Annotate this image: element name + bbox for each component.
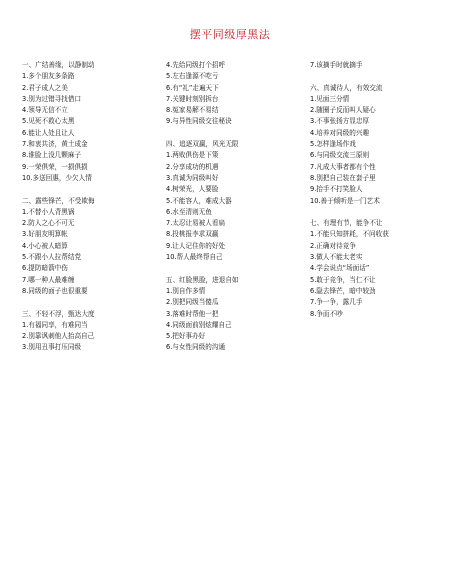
list-item: 5.不跟小人拉帮结党 xyxy=(22,253,82,262)
list-item: 9.让人记住你的好处 xyxy=(166,241,226,250)
list-item: 8.冤家易解不易结 xyxy=(166,106,219,115)
section-heading: 三、不轻不浮，甄达大度 xyxy=(22,309,95,318)
spacer xyxy=(22,297,162,308)
list-item: 8.同级的面子也很重要 xyxy=(22,286,88,295)
list-item: 3.别用丑事打压同级 xyxy=(22,343,82,352)
list-item: 7.凡成大事者都有个性 xyxy=(310,162,376,171)
list-item: 8.争而不吵 xyxy=(310,309,343,318)
list-item: 3.真诚为同级叫好 xyxy=(166,173,219,182)
list-item: 1.多个朋友多条路 xyxy=(22,72,75,81)
list-item: 8.别把自己装在套子里 xyxy=(310,173,376,182)
spacer xyxy=(22,184,162,195)
list-item: 7.哪一种人最难缠 xyxy=(22,275,75,284)
list-item: 2.正确对待竞争 xyxy=(310,241,356,250)
spacer xyxy=(310,207,450,218)
list-item: 4.领导无信不立 xyxy=(22,106,68,115)
list-item: 1.两败俱伤是下策 xyxy=(166,151,219,160)
list-item: 7.和衷共济，黄土成金 xyxy=(22,140,88,149)
list-item: 6.与女性同级的沟通 xyxy=(166,343,226,352)
list-item: 3.做人不能太老实 xyxy=(310,253,363,262)
list-item: 8.投桃报李求双赢 xyxy=(166,230,219,239)
list-item: 1.别自作多情 xyxy=(166,286,206,295)
list-item: 4.培养对同级的兴趣 xyxy=(310,128,370,137)
list-item: 4.同级面前别炫耀自己 xyxy=(166,320,232,329)
section-heading: 二、露些锋芒，不受欺侮 xyxy=(22,196,95,205)
list-item: 4.树荣光，人要脸 xyxy=(166,185,219,194)
list-item: 10.善于倾听是一门艺术 xyxy=(310,196,380,205)
list-item: 7.争一争，露几手 xyxy=(310,298,363,307)
list-item: 3.落难时帮他一把 xyxy=(166,309,219,318)
list-item: 7.该摘手时就摘手 xyxy=(310,61,363,69)
list-item: 5.把好事办好 xyxy=(166,332,206,341)
list-item: 6.隐去锋芒，暗中较劲 xyxy=(310,286,376,295)
list-item: 1.有福同享，有难同当 xyxy=(22,320,88,329)
section-heading: 一、广结善缘，以静制动 xyxy=(22,61,95,69)
section-heading: 六、真诚待人，有效交流 xyxy=(310,83,383,92)
column-middle xyxy=(166,60,306,354)
spacer xyxy=(310,71,450,82)
column-left xyxy=(22,60,162,354)
spacer xyxy=(166,128,306,139)
list-item: 10.多送回惠，少欠人情 xyxy=(22,173,92,182)
section-heading: 四、追逐双赢，风光无限 xyxy=(166,140,239,149)
list-item: 5.不能容人，难成大器 xyxy=(166,196,232,205)
list-item: 6.有“礼”走遍天下 xyxy=(166,83,219,92)
list-item: 3.好朋友明算帐 xyxy=(22,230,68,239)
list-item: 6.能让人处且让人 xyxy=(22,128,75,137)
list-item: 8.谁脸上没几颗麻子 xyxy=(22,151,82,160)
list-item: 5.见死不救心太黑 xyxy=(22,117,75,126)
list-item: 3.别为过错寻找借口 xyxy=(22,94,82,103)
spacer xyxy=(166,263,306,274)
list-item: 3.不事张扬方显忠厚 xyxy=(310,117,370,126)
list-item: 4.先给同级打个招呼 xyxy=(166,61,226,69)
list-item: 2.防人之心不可无 xyxy=(22,219,75,228)
list-item: 1.见面三分情 xyxy=(310,94,350,103)
list-item: 2.分享成功的机遇 xyxy=(166,162,219,171)
list-item: 6.水至清则无鱼 xyxy=(166,207,212,216)
list-item: 9.与异性同级交往秘诀 xyxy=(166,117,232,126)
list-item: 6.提防暗箭中伤 xyxy=(22,264,68,273)
list-item: 10.帮人最终帮自己 xyxy=(166,253,223,262)
list-item: 5.敢于竞争，当仁不让 xyxy=(310,275,376,284)
section-heading: 七、有理有节，能争不让 xyxy=(310,219,383,228)
list-item: 9.抬手不打笑脸人 xyxy=(310,185,363,194)
list-item: 7.关键时刻别拆台 xyxy=(166,94,219,103)
list-item: 7.太忍让易被人看扁 xyxy=(166,219,226,228)
list-item: 1.不替小人背黑锅 xyxy=(22,207,75,216)
list-item: 5.左右逢源不吃亏 xyxy=(166,72,219,81)
list-item: 2.别把同级当傻瓜 xyxy=(166,298,219,307)
section-heading: 五、红脸黑脸，进退自如 xyxy=(166,275,239,284)
document-title: 摆平同级厚黑法 xyxy=(189,28,271,41)
list-item: 4.学会说点“场面话” xyxy=(310,264,370,273)
list-item: 4.小心被人暗算 xyxy=(22,241,68,250)
list-item: 1.不能只知拼耗，不问收获 xyxy=(310,230,389,239)
list-item: 5.怎样逢场作戏 xyxy=(310,140,356,149)
list-item: 9.一荣俱荣，一损俱损 xyxy=(22,162,88,171)
column-right xyxy=(310,60,450,320)
list-item: 2.随圈子反而叫人疑心 xyxy=(310,106,376,115)
list-item: 6.与同级交流三原则 xyxy=(310,151,370,160)
list-item: 2.君子成人之美 xyxy=(22,83,68,92)
list-item: 2.别靠讽刺他人抬高自己 xyxy=(22,332,95,341)
